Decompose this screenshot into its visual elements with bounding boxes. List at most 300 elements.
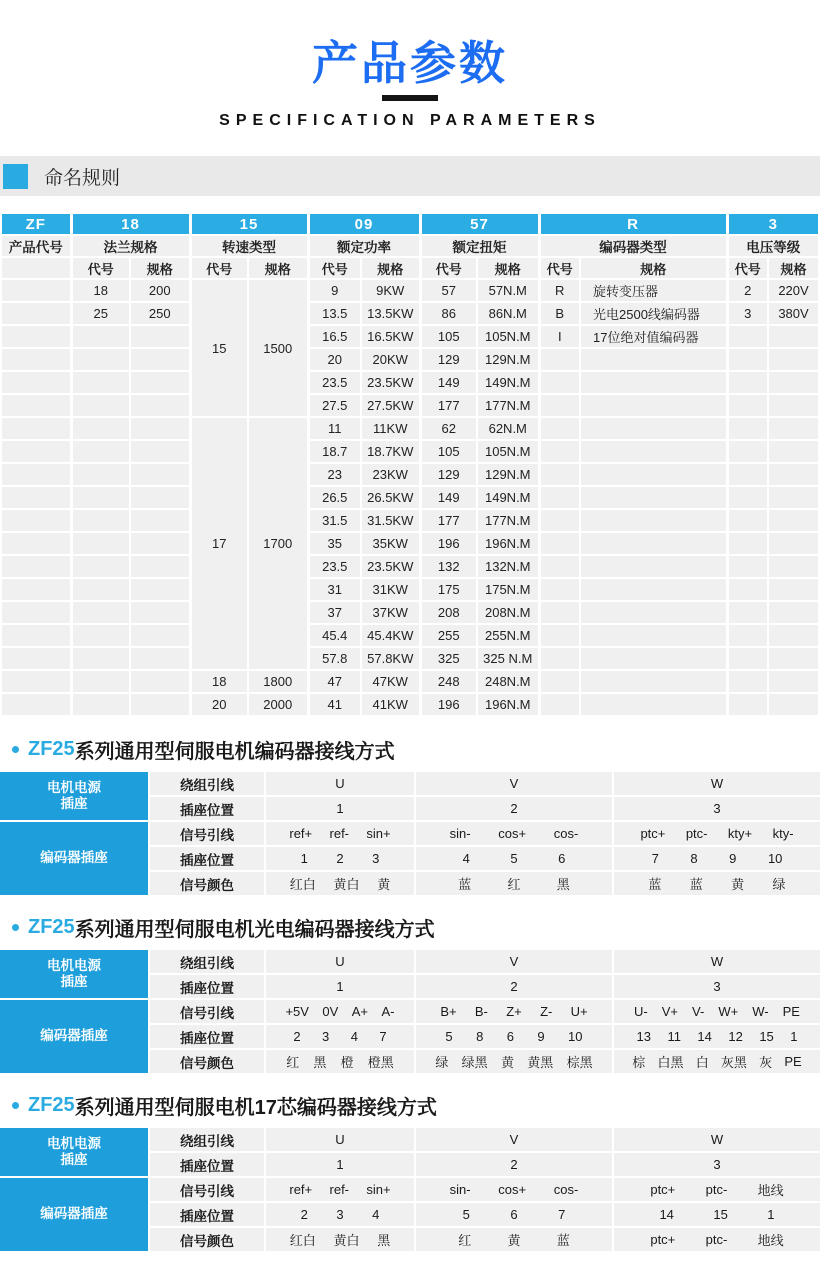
wiring-value: kty+ <box>727 826 753 841</box>
flange-spec-cell <box>130 394 190 417</box>
encoder-spec-cell <box>580 440 727 463</box>
encoder-spec-cell <box>580 555 727 578</box>
page-header <box>0 0 820 130</box>
product-code-cell <box>1 371 71 394</box>
wiring-value: ref+ <box>289 826 313 841</box>
wiring-value: cos- <box>553 1182 579 1197</box>
wiring-row-label: 插座位置 <box>150 1025 264 1048</box>
power-code-cell: 23 <box>308 463 361 486</box>
wiring-title-model: ZF25 <box>28 916 75 938</box>
naming-code-cell: 09 <box>308 213 420 235</box>
signal-color-cell <box>614 1228 820 1251</box>
table-row <box>1 486 819 509</box>
voltage-code-cell <box>727 670 768 693</box>
voltage-code-cell <box>727 509 768 532</box>
wiring-table <box>0 950 820 1073</box>
wiring-value: 红 <box>458 1233 472 1248</box>
wiring-value: sin- <box>449 826 471 841</box>
product-code-cell <box>1 624 71 647</box>
encoder-spec-cell <box>580 578 727 601</box>
wiring-row-label: 信号引线 <box>150 822 264 845</box>
encoder-code-cell <box>539 578 580 601</box>
power-socket-header-line: 电机电源 <box>47 1135 101 1151</box>
socket-position-cell: 3 <box>614 975 820 998</box>
wiring-section-1 <box>0 735 820 895</box>
flange-code-cell <box>71 647 130 670</box>
wiring-section-title <box>12 913 820 942</box>
torque-spec-cell: 177N.M <box>477 394 539 417</box>
product-code-cell <box>1 486 71 509</box>
torque-spec-cell: 149N.M <box>477 486 539 509</box>
product-code-cell <box>1 463 71 486</box>
encoder-spec-cell <box>580 647 727 670</box>
torque-spec-cell: 129N.M <box>477 463 539 486</box>
wiring-value: W+ <box>718 1004 739 1019</box>
encoder-code-cell <box>539 647 580 670</box>
torque-code-cell: 105 <box>420 440 477 463</box>
wiring-value: 黄 <box>507 1233 521 1248</box>
signal-position-cell <box>614 1203 820 1226</box>
wiring-value: 红 <box>507 877 521 892</box>
product-code-cell <box>1 509 71 532</box>
voltage-code-cell <box>727 371 768 394</box>
speed-code-cell: 15 <box>190 279 248 417</box>
wiring-value: 黑 <box>377 1233 391 1248</box>
table-row <box>1 624 819 647</box>
wiring-value: 8 <box>690 851 698 866</box>
voltage-spec-cell <box>768 417 819 440</box>
product-code-cell <box>1 693 71 716</box>
power-spec-cell: 31.5KW <box>361 509 420 532</box>
flange-code-cell <box>71 693 130 716</box>
voltage-spec-cell <box>768 693 819 716</box>
bullet-icon <box>12 924 19 931</box>
torque-code-cell: 149 <box>420 371 477 394</box>
winding-lead-cell: V <box>416 950 612 973</box>
flange-spec-cell <box>130 371 190 394</box>
wiring-value: 橙 <box>340 1055 354 1070</box>
naming-group-cell: 电压等级 <box>727 235 819 257</box>
power-socket-header-line: 插座 <box>60 1152 88 1167</box>
wiring-value: 5 <box>445 1029 453 1044</box>
winding-lead-cell: U <box>266 1128 414 1151</box>
title-underline <box>382 95 438 101</box>
voltage-spec-cell <box>768 532 819 555</box>
voltage-code-cell <box>727 394 768 417</box>
torque-code-cell: 248 <box>420 670 477 693</box>
encoder-code-cell <box>539 509 580 532</box>
torque-code-cell: 196 <box>420 693 477 716</box>
socket-position-cell: 1 <box>266 797 414 820</box>
flange-code-cell: 18 <box>71 279 130 302</box>
wiring-row-label: 插座位置 <box>150 1203 264 1226</box>
encoder-code-cell <box>539 440 580 463</box>
encoder-code-cell <box>539 601 580 624</box>
wiring-title-model: ZF25 <box>28 1094 75 1116</box>
winding-lead-cell: U <box>266 950 414 973</box>
encoder-code-cell <box>539 670 580 693</box>
wiring-value: 7 <box>651 851 659 866</box>
power-code-cell: 9 <box>308 279 361 302</box>
flange-spec-cell <box>130 463 190 486</box>
voltage-code-cell <box>727 555 768 578</box>
wiring-value: 橙黑 <box>367 1055 394 1070</box>
flange-code-cell <box>71 325 130 348</box>
voltage-code-cell <box>727 647 768 670</box>
power-code-cell: 27.5 <box>308 394 361 417</box>
speed-spec-cell: 1800 <box>248 670 308 693</box>
socket-position-cell: 2 <box>416 975 612 998</box>
power-spec-cell: 37KW <box>361 601 420 624</box>
wiring-section-title <box>12 735 820 764</box>
power-spec-cell: 57.8KW <box>361 647 420 670</box>
signal-lead-cell <box>416 1178 612 1201</box>
naming-code-row <box>1 213 819 235</box>
wiring-value: V- <box>692 1004 705 1019</box>
flange-spec-cell <box>130 325 190 348</box>
product-code-cell <box>1 279 71 302</box>
table-row <box>1 670 819 693</box>
power-code-cell: 37 <box>308 601 361 624</box>
wiring-row-label: 绕组引线 <box>150 772 264 795</box>
power-socket-header-line: 插座 <box>60 796 88 811</box>
encoder-spec-cell <box>580 394 727 417</box>
speed-spec-cell: 2000 <box>248 693 308 716</box>
wiring-value: 绿黑 <box>461 1055 488 1070</box>
speed-spec-cell: 1500 <box>248 279 308 417</box>
power-socket-header <box>0 772 148 820</box>
encoder-code-cell <box>539 693 580 716</box>
table-row <box>1 279 819 302</box>
power-code-cell: 35 <box>308 532 361 555</box>
wiring-value: +5V <box>285 1004 309 1019</box>
voltage-spec-cell <box>768 463 819 486</box>
wiring-value: 5 <box>510 851 518 866</box>
wiring-value: 红白 <box>289 877 316 892</box>
wiring-value: W- <box>752 1004 769 1019</box>
flange-code-cell <box>71 417 130 440</box>
voltage-spec-cell <box>768 670 819 693</box>
flange-code-cell <box>71 394 130 417</box>
encoder-spec-cell: 旋转变压器 <box>580 279 727 302</box>
wiring-value: 15 <box>759 1029 774 1044</box>
power-spec-cell: 23.5KW <box>361 555 420 578</box>
flange-code-cell <box>71 371 130 394</box>
naming-code-cell: 18 <box>71 213 190 235</box>
table-row <box>1 509 819 532</box>
table-row <box>1 555 819 578</box>
wiring-row-label: 插座位置 <box>150 847 264 870</box>
wiring-value: kty- <box>772 826 794 841</box>
product-code-cell <box>1 578 71 601</box>
wiring-row-label: 信号颜色 <box>150 872 264 895</box>
socket-position-cell: 1 <box>266 1153 414 1176</box>
signal-color-cell <box>416 1228 612 1251</box>
encoder-spec-cell <box>580 601 727 624</box>
voltage-code-cell: 3 <box>727 302 768 325</box>
naming-group-cell: 额定功率 <box>308 235 420 257</box>
wiring-value: 0V <box>322 1004 339 1019</box>
wiring-value: V+ <box>661 1004 679 1019</box>
encoder-code-cell <box>539 532 580 555</box>
signal-color-cell <box>266 1228 414 1251</box>
power-socket-header-line: 插座 <box>60 974 88 989</box>
voltage-spec-cell <box>768 601 819 624</box>
page-subtitle: SPECIFICATION PARAMETERS <box>219 112 601 129</box>
table-row <box>1 578 819 601</box>
signal-lead-cell <box>614 1178 820 1201</box>
table-row <box>1 325 819 348</box>
table-row <box>1 693 819 716</box>
torque-spec-cell: 325 N.M <box>477 647 539 670</box>
wiring-value: 6 <box>558 851 566 866</box>
wiring-value: 14 <box>697 1029 712 1044</box>
power-spec-cell: 20KW <box>361 348 420 371</box>
product-code-cell <box>1 670 71 693</box>
wiring-value: 15 <box>713 1207 728 1222</box>
wiring-value: sin- <box>449 1182 471 1197</box>
power-spec-cell: 26.5KW <box>361 486 420 509</box>
naming-group-row <box>1 235 819 257</box>
product-code-cell <box>1 325 71 348</box>
section-title: 命名规则 <box>44 167 121 189</box>
flange-spec-cell <box>130 348 190 371</box>
table-row <box>1 647 819 670</box>
wiring-value: 地线 <box>757 1183 784 1198</box>
wiring-value: 3 <box>336 1207 344 1222</box>
naming-sub-spec-cell: 规格 <box>361 257 420 279</box>
naming-group-cell: 法兰规格 <box>71 235 190 257</box>
torque-spec-cell: 248N.M <box>477 670 539 693</box>
power-spec-cell: 41KW <box>361 693 420 716</box>
wiring-table <box>0 772 820 895</box>
power-code-cell: 45.4 <box>308 624 361 647</box>
wiring-value: ref- <box>329 826 350 841</box>
encoder-spec-cell: 17位绝对值编码器 <box>580 325 727 348</box>
flange-spec-cell: 250 <box>130 302 190 325</box>
voltage-spec-cell <box>768 624 819 647</box>
wiring-value: 4 <box>372 1207 380 1222</box>
wiring-value: 3 <box>372 851 380 866</box>
torque-code-cell: 129 <box>420 348 477 371</box>
flange-spec-cell <box>130 532 190 555</box>
torque-spec-cell: 196N.M <box>477 532 539 555</box>
torque-code-cell: 57 <box>420 279 477 302</box>
flange-spec-cell <box>130 440 190 463</box>
torque-spec-cell: 57N.M <box>477 279 539 302</box>
signal-position-cell <box>416 1203 612 1226</box>
flange-spec-cell <box>130 486 190 509</box>
wiring-row-label: 插座位置 <box>150 1153 264 1176</box>
voltage-spec-cell: 220V <box>768 279 819 302</box>
wiring-value: 2 <box>336 851 344 866</box>
wiring-value: ptc+ <box>650 1232 676 1247</box>
power-code-cell: 16.5 <box>308 325 361 348</box>
wiring-value: 黄白 <box>333 877 360 892</box>
signal-color-cell <box>614 872 820 895</box>
wiring-value: U+ <box>570 1004 588 1019</box>
signal-color-cell <box>614 1050 820 1073</box>
naming-sub-code-cell: 代号 <box>71 257 130 279</box>
power-code-cell: 26.5 <box>308 486 361 509</box>
torque-code-cell: 255 <box>420 624 477 647</box>
voltage-spec-cell: 380V <box>768 302 819 325</box>
power-code-cell: 23.5 <box>308 555 361 578</box>
encoder-spec-cell <box>580 417 727 440</box>
wiring-value: 14 <box>659 1207 674 1222</box>
flange-spec-cell <box>130 647 190 670</box>
power-code-cell: 57.8 <box>308 647 361 670</box>
torque-code-cell: 105 <box>420 325 477 348</box>
flange-code-cell: 25 <box>71 302 130 325</box>
wiring-section-title <box>12 1091 820 1120</box>
naming-code-cell: 3 <box>727 213 819 235</box>
power-socket-header-line: 电机电源 <box>47 779 101 795</box>
signal-position-cell <box>266 1025 414 1048</box>
wiring-value: sin+ <box>366 1182 391 1197</box>
voltage-spec-cell <box>768 394 819 417</box>
encoder-code-cell: B <box>539 302 580 325</box>
wiring-value: 黄 <box>731 877 745 892</box>
signal-position-cell <box>266 1203 414 1226</box>
flange-code-cell <box>71 578 130 601</box>
wiring-title-model: ZF25 <box>28 738 75 760</box>
flange-spec-cell <box>130 578 190 601</box>
product-code-cell <box>1 555 71 578</box>
wiring-section-2 <box>0 913 820 1073</box>
wiring-row-label: 信号引线 <box>150 1000 264 1023</box>
signal-position-cell <box>416 1025 612 1048</box>
flange-spec-cell <box>130 624 190 647</box>
encoder-spec-cell <box>580 348 727 371</box>
table-row <box>1 348 819 371</box>
wiring-section-3 <box>0 1091 820 1251</box>
torque-code-cell: 208 <box>420 601 477 624</box>
voltage-code-cell: 2 <box>727 279 768 302</box>
encoder-code-cell <box>539 394 580 417</box>
signal-lead-cell <box>266 1000 414 1023</box>
power-code-cell: 11 <box>308 417 361 440</box>
power-code-cell: 23.5 <box>308 371 361 394</box>
power-spec-cell: 27.5KW <box>361 394 420 417</box>
naming-sub-code-cell: 代号 <box>190 257 248 279</box>
signal-lead-cell <box>266 1178 414 1201</box>
wiring-value: 4 <box>462 851 470 866</box>
wiring-value: 11 <box>667 1029 681 1044</box>
wiring-value: 12 <box>728 1029 743 1044</box>
wiring-row-label: 信号颜色 <box>150 1228 264 1251</box>
signal-color-cell <box>266 872 414 895</box>
flange-spec-cell <box>130 670 190 693</box>
wiring-value: 7 <box>379 1029 387 1044</box>
winding-lead-cell: U <box>266 772 414 795</box>
torque-code-cell: 325 <box>420 647 477 670</box>
table-row <box>1 371 819 394</box>
flange-spec-cell <box>130 509 190 532</box>
signal-position-cell <box>266 847 414 870</box>
product-code-cell <box>1 440 71 463</box>
power-socket-header <box>0 950 148 998</box>
signal-color-cell <box>416 1050 612 1073</box>
wiring-value: B+ <box>440 1004 457 1019</box>
wiring-value: 红白 <box>289 1233 316 1248</box>
flange-spec-cell <box>130 693 190 716</box>
encoder-code-cell <box>539 555 580 578</box>
wiring-value: 10 <box>568 1029 583 1044</box>
flange-code-cell <box>71 348 130 371</box>
wiring-value: 灰 <box>759 1055 773 1070</box>
power-code-cell: 18.7 <box>308 440 361 463</box>
winding-lead-cell: V <box>416 772 612 795</box>
wiring-value: ptc- <box>705 1182 728 1197</box>
naming-group-cell: 转速类型 <box>190 235 308 257</box>
wiring-value: 棕 <box>632 1055 646 1070</box>
voltage-spec-cell <box>768 578 819 601</box>
encoder-spec-cell <box>580 670 727 693</box>
signal-lead-cell <box>416 1000 612 1023</box>
signal-lead-cell <box>266 822 414 845</box>
encoder-code-cell: R <box>539 279 580 302</box>
wiring-sections <box>0 735 820 1251</box>
wiring-row-label: 信号颜色 <box>150 1050 264 1073</box>
torque-spec-cell: 255N.M <box>477 624 539 647</box>
speed-code-cell: 17 <box>190 417 248 670</box>
wiring-value: 6 <box>506 1029 514 1044</box>
wiring-value: U- <box>634 1004 648 1019</box>
winding-lead-cell: V <box>416 1128 612 1151</box>
torque-spec-cell: 105N.M <box>477 440 539 463</box>
encoder-code-cell <box>539 371 580 394</box>
naming-sub-code-cell: 代号 <box>727 257 768 279</box>
speed-spec-cell: 1700 <box>248 417 308 670</box>
voltage-code-cell <box>727 417 768 440</box>
wiring-value: 4 <box>350 1029 358 1044</box>
wiring-value: cos+ <box>498 826 527 841</box>
naming-subheader-row <box>1 257 819 279</box>
flange-code-cell <box>71 670 130 693</box>
wiring-value: 13 <box>636 1029 651 1044</box>
wiring-value: 绿 <box>772 877 786 892</box>
encoder-socket-header: 编码器插座 <box>0 822 148 895</box>
table-row <box>1 601 819 624</box>
encoder-code-cell <box>539 417 580 440</box>
wiring-value: 8 <box>476 1029 484 1044</box>
encoder-code-cell <box>539 624 580 647</box>
voltage-code-cell <box>727 693 768 716</box>
encoder-code-cell <box>539 463 580 486</box>
table-row <box>1 463 819 486</box>
voltage-spec-cell <box>768 371 819 394</box>
product-code-cell <box>1 647 71 670</box>
wiring-value: ptc- <box>705 1232 728 1247</box>
signal-position-cell <box>614 1025 820 1048</box>
wiring-value: ptc+ <box>650 1182 676 1197</box>
voltage-spec-cell <box>768 486 819 509</box>
wiring-value: ref+ <box>289 1182 313 1197</box>
wiring-value: B- <box>474 1004 488 1019</box>
wiring-row-label: 插座位置 <box>150 797 264 820</box>
table-row <box>1 417 819 440</box>
wiring-title-text: 系列通用型伺服电机17芯编码器接线方式 <box>74 1097 437 1119</box>
power-code-cell: 20 <box>308 348 361 371</box>
naming-sub-code-cell: 代号 <box>308 257 361 279</box>
wiring-value: 蓝 <box>648 877 662 892</box>
torque-spec-cell: 208N.M <box>477 601 539 624</box>
flange-code-cell <box>71 532 130 555</box>
wiring-value: ptc- <box>685 826 708 841</box>
power-spec-cell: 11KW <box>361 417 420 440</box>
flange-code-cell <box>71 486 130 509</box>
